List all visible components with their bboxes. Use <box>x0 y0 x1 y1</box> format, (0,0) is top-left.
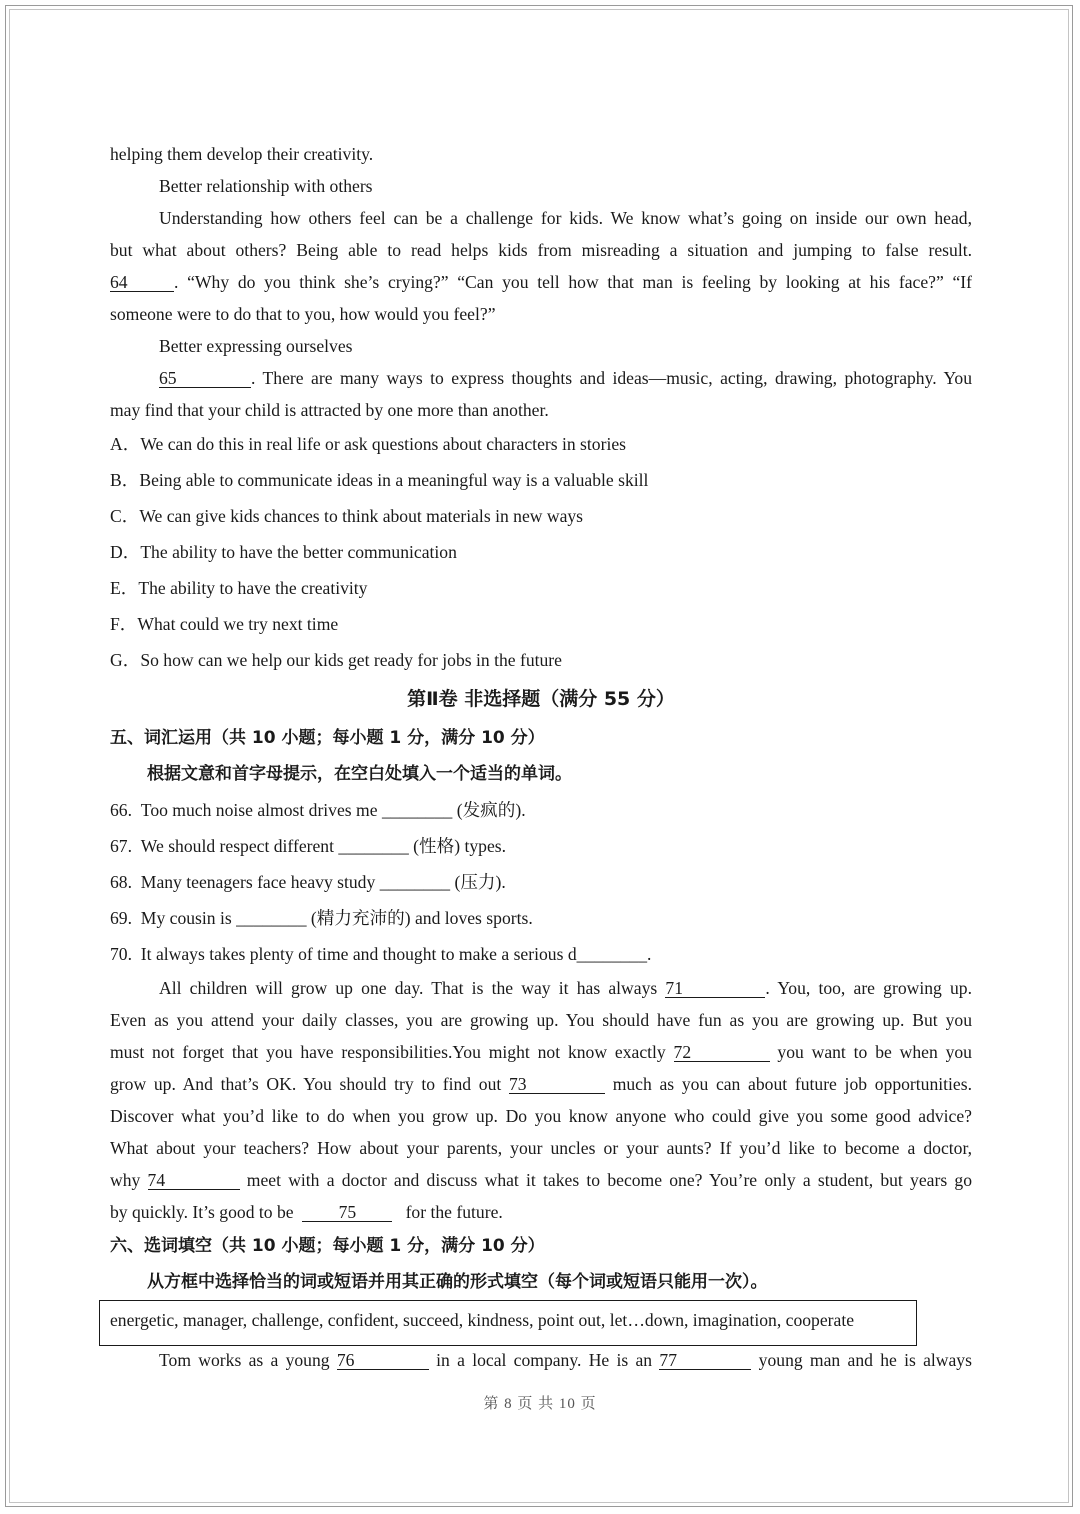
option-e <box>110 570 972 606</box>
passage-text: much as you can about future job opportunities. <box>612 1074 972 1094</box>
answer-blank[interactable]: ________ <box>236 908 307 928</box>
blank-75[interactable]: 75 <box>302 1203 392 1222</box>
question-67 <box>110 828 972 864</box>
question-text: Many teenagers face heavy study <box>140 872 380 892</box>
blank-73[interactable]: 73 <box>509 1075 605 1094</box>
blank-74[interactable]: 74 <box>148 1171 240 1190</box>
question-68 <box>110 864 972 900</box>
blank-64: 64 <box>110 273 174 292</box>
exam-page <box>110 138 972 1300</box>
passage-line <box>110 266 972 298</box>
passage-text: grow up. And that’s OK. You should try to find out <box>110 1074 502 1094</box>
question-text: We should respect different <box>140 836 339 856</box>
passage-line: Even as you attend your daily classes, you are growing up. You should have fun as you are growing up. But you <box>110 1010 972 1030</box>
option-letter: D． <box>110 542 141 562</box>
blank-71[interactable]: 71 <box>665 979 765 998</box>
question-hint: (压力). <box>450 872 506 892</box>
blank-77[interactable]: 77 <box>659 1351 751 1370</box>
subheading-expressing: Better expressing ourselves <box>159 336 353 356</box>
question-66 <box>110 792 972 828</box>
passage-line <box>110 1164 972 1196</box>
section6-passage <box>110 1344 972 1376</box>
passage-text: for the future. <box>405 1202 503 1222</box>
passage-text: by quickly. It’s good to be <box>110 1202 294 1222</box>
question-hint: (精力充沛的) and loves sports. <box>306 908 533 928</box>
blank-65: 65 <box>159 369 251 388</box>
question-70 <box>110 936 972 972</box>
option-text: The ability to have the creativity <box>138 578 368 598</box>
option-text: What could we try next time <box>137 614 339 634</box>
option-letter: A． <box>110 434 141 454</box>
option-text: So how can we help our kids get ready for jobs in the future <box>140 650 562 670</box>
question-number: 69. <box>110 908 132 928</box>
question-number: 70. <box>110 944 132 964</box>
passage-text: why <box>110 1170 141 1190</box>
passage-line: but what about others? Being able to read helps kids from misreading a situation and jumping to false result. <box>110 240 972 260</box>
option-f <box>110 606 972 642</box>
section5-title: 五、词汇运用（共 10 小题；每小题 1 分，满分 10 分） <box>110 728 545 748</box>
option-list <box>110 426 972 678</box>
passage-text: . There are many ways to express thoughts and ideas—music, acting, drawing, photography. You <box>251 368 972 388</box>
question-hint: (性格) types. <box>408 836 507 856</box>
part2-title: 第Ⅱ卷 非选择题（满分 55 分） <box>407 688 675 710</box>
answer-blank[interactable]: ________ <box>379 872 451 892</box>
option-letter: C． <box>110 506 140 526</box>
passage-line <box>110 1068 972 1100</box>
option-text: We can do this in real life or ask questions about characters in stories <box>140 434 626 454</box>
answer-blank[interactable]: ________ <box>576 944 648 964</box>
question-number: 66. <box>110 800 132 820</box>
question-number: 68. <box>110 872 132 892</box>
subheading-relationship: Better relationship with others <box>159 176 373 196</box>
section6-title: 六、选词填空（共 10 小题；每小题 1 分，满分 10 分） <box>110 1236 545 1256</box>
passage-line: Understanding how others feel can be a challenge for kids. We know what’s going on inside our own head, <box>159 208 972 228</box>
passage-line: helping them develop their creativity. <box>110 144 374 164</box>
passage-line <box>110 362 972 394</box>
option-text: We can give kids chances to think about materials in new ways <box>139 506 584 526</box>
option-letter: G． <box>110 650 141 670</box>
question-number: 67. <box>110 836 132 856</box>
passage-line: What about your teachers? How about your parents, your uncles or your aunts? If you’d like to become a doctor, <box>110 1138 972 1158</box>
option-c <box>110 498 972 534</box>
answer-blank[interactable]: ________ <box>338 836 409 856</box>
passage-text: in a local company. He is an <box>436 1350 653 1370</box>
answer-blank[interactable]: ________ <box>381 800 453 820</box>
passage-line: someone were to do that to you, how would you feel?” <box>110 304 496 324</box>
option-g <box>110 642 972 678</box>
passage-line <box>110 1196 972 1228</box>
passage-text: meet with a doctor and discuss what it takes to become one? You’re only a student, but years go <box>246 1170 972 1190</box>
passage-text: young man and he is always <box>758 1350 972 1370</box>
option-d <box>110 534 972 570</box>
question-hint: (发疯的). <box>452 800 526 820</box>
question-69 <box>110 900 972 936</box>
option-text: The ability to have the better communication <box>140 542 457 562</box>
blank-72[interactable]: 72 <box>674 1043 770 1062</box>
option-letter: F． <box>110 614 138 634</box>
option-letter: B． <box>110 470 140 490</box>
passage-line: Discover what you’d like to do when you grow up. Do you know anyone who could give you some good advice? <box>110 1106 972 1126</box>
page-footer: 第 8 页 共 10 页 <box>483 1396 597 1412</box>
passage-text: you want to be when you <box>777 1042 972 1062</box>
option-text: Being able to communicate ideas in a meaningful way is a valuable skill <box>139 470 649 490</box>
question-text: Too much noise almost drives me <box>140 800 382 820</box>
passage-text: must not forget that you have responsibilities.You might not know exactly <box>110 1042 666 1062</box>
option-b <box>110 462 972 498</box>
question-hint: . <box>647 944 652 964</box>
passage-line: may find that your child is attracted by one more than another. <box>110 400 549 420</box>
question-text: My cousin is <box>140 908 237 928</box>
option-letter: E． <box>110 578 139 598</box>
option-a <box>110 426 972 462</box>
passage-text: . You, too, are growing up. <box>765 978 972 998</box>
word-box: energetic, manager, challenge, confident, succeed, kindness, point out, let…down, imagination, cooperate <box>99 1300 917 1346</box>
passage-line <box>110 972 972 1004</box>
section6-instruction: 从方框中选择恰当的词或短语并用其正确的形式填空（每个词或短语只能用一次）。 <box>147 1272 768 1292</box>
question-text: It always takes plenty of time and thought to make a serious d <box>140 944 577 964</box>
passage-text: . “Why do you think she’s crying?” “Can you tell how that man is feeling by looking at his face?” “If <box>174 272 972 292</box>
blank-76[interactable]: 76 <box>337 1351 429 1370</box>
passage-line <box>110 1036 972 1068</box>
passage-line <box>110 1344 972 1376</box>
passage-text: Tom works as a young <box>159 1350 330 1370</box>
section5-instruction: 根据文意和首字母提示，在空白处填入一个适当的单词。 <box>147 764 572 784</box>
passage-text: All children will grow up one day. That is the way it has always <box>159 978 658 998</box>
